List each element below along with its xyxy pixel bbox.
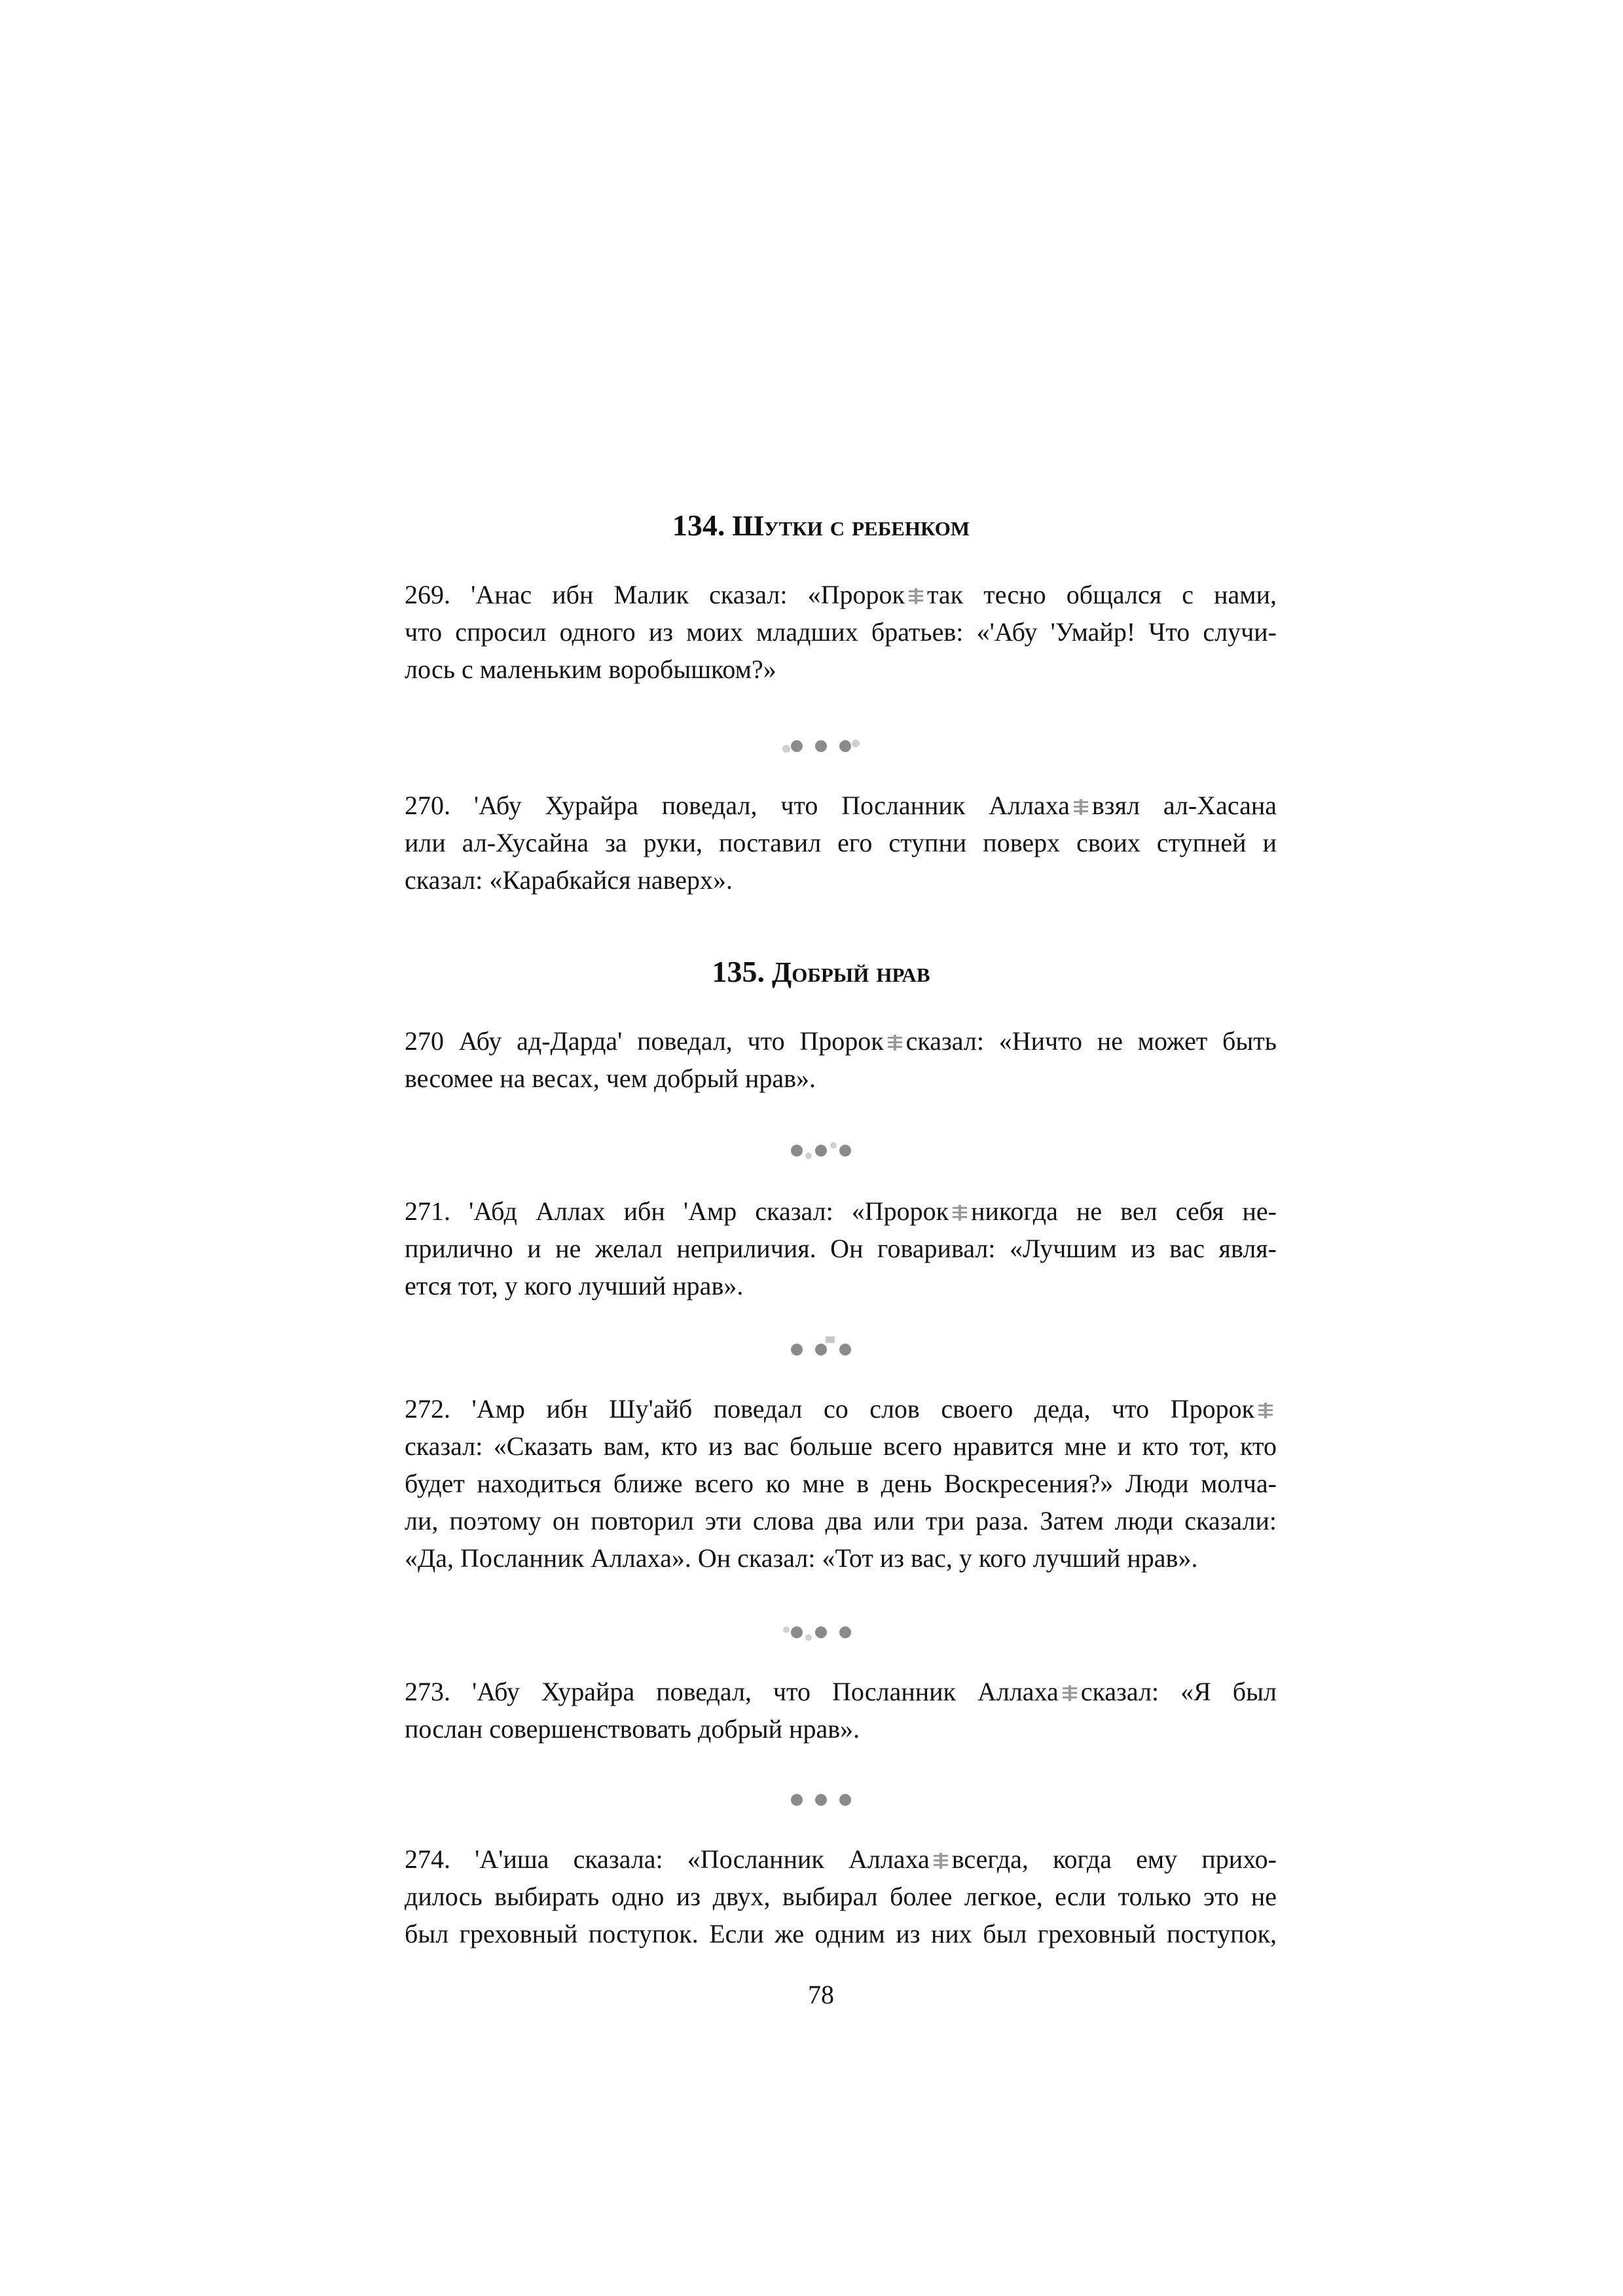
asterism-ornament-icon <box>365 1619 1277 1645</box>
section-title: Добрый нрав <box>771 956 930 988</box>
text-line: сказал: «Сказать вам, кто из вас больше всего нравится мне и кто тот, кто <box>405 1431 1277 1461</box>
text-line <box>365 1840 1277 1878</box>
section-heading-135 <box>365 954 1277 989</box>
text-line: ется тот, у кого лучший нрав». <box>405 1271 744 1300</box>
text-fragment: сказал: «Я был <box>1080 1677 1277 1706</box>
salawat-symbol-icon <box>931 1851 951 1871</box>
hadith-270-a <box>365 787 1277 899</box>
section-heading-134 <box>365 508 1277 543</box>
text-fragment: всегда, когда ему прихо- <box>951 1844 1277 1874</box>
text-fragment: никогда не вел себя не- <box>971 1196 1277 1226</box>
asterism-ornament-icon <box>365 1335 1277 1361</box>
text-line: или ал-Хусайна за руки, поставил его ступни поверх своих ступней и <box>405 828 1277 857</box>
text-line <box>365 1193 1277 1230</box>
text-line: что спросил одного из моих младших братьев: «'Абу 'Умайр! Что случи- <box>405 617 1277 647</box>
text-line: прилично и не желал неприличия. Он говаривал: «Лучшим из вас явля- <box>405 1234 1277 1263</box>
text-line: ли, поэтому он повторил эти слова два или три раза. Затем люди сказали: <box>405 1506 1277 1535</box>
section-number: 134. <box>672 509 725 542</box>
salawat-symbol-icon <box>1071 797 1091 817</box>
text-line <box>365 1673 1277 1710</box>
text-fragment: 269. 'Анас ибн Малик сказал: «Пророк <box>405 580 905 609</box>
text-line <box>365 576 1277 613</box>
text-fragment: 274. 'А'иша сказала: «Посланник Аллаха <box>405 1844 930 1874</box>
hadith-273 <box>365 1673 1277 1748</box>
text-fragment: 270. 'Абу Хурайра поведал, что Посланник Аллаха <box>405 791 1070 820</box>
hadith-274 <box>365 1840 1277 1952</box>
section-title: Шутки с ребенком <box>732 510 970 542</box>
asterism-ornament-icon <box>365 733 1277 759</box>
asterism-ornament-icon <box>365 1787 1277 1813</box>
text-line: «Да, Посланник Аллаха». Он сказал: «Тот из вас, у кого лучший нрав». <box>405 1543 1198 1573</box>
hadith-269 <box>365 576 1277 688</box>
text-fragment: взял ал-Хасана <box>1091 791 1277 820</box>
text-line: дилось выбирать одно из двух, выбирал более легкое, если только это не <box>405 1882 1277 1911</box>
text-line: будет находиться ближе всего ко мне в день Воскресения?» Люди молча- <box>405 1469 1277 1498</box>
salawat-symbol-icon <box>950 1203 970 1223</box>
text-line: послан совершенствовать добрый нрав». <box>405 1714 860 1744</box>
text-fragment: сказал: «Ничто не может быть <box>905 1026 1277 1056</box>
page-number: 78 <box>808 1980 834 2009</box>
text-fragment: 270 Абу ад-Дарда' поведал, что Пророк <box>405 1026 884 1056</box>
hadith-270-b <box>365 1022 1277 1097</box>
hadith-272 <box>365 1390 1277 1577</box>
salawat-symbol-icon <box>906 586 926 606</box>
text-fragment: 272. 'Амр ибн Шу'айб поведал со слов своего деда, что Пророк <box>405 1394 1254 1424</box>
salawat-symbol-icon <box>1060 1683 1080 1703</box>
hadith-271 <box>365 1193 1277 1304</box>
section-number: 135. <box>712 955 765 988</box>
text-fragment: так тесно общался с нами, <box>926 580 1277 609</box>
text-line: лось с маленьким воробышком?» <box>405 655 776 684</box>
text-line: сказал: «Карабкайся наверх». <box>405 865 733 895</box>
asterism-ornament-icon <box>365 1138 1277 1164</box>
text-line: весомее на весах, чем добрый нрав». <box>405 1064 816 1093</box>
text-fragment: 271. 'Абд Аллах ибн 'Амр сказал: «Пророк <box>405 1196 949 1226</box>
salawat-symbol-icon <box>885 1033 905 1052</box>
salawat-symbol-icon <box>1256 1401 1275 1420</box>
text-line <box>365 1390 1277 1427</box>
text-line: был греховный поступок. Если же одним из них был греховный поступок, <box>405 1919 1277 1948</box>
text-fragment: 273. 'Абу Хурайра поведал, что Посланник Аллаха <box>405 1677 1059 1706</box>
text-line <box>365 1022 1277 1060</box>
text-line <box>365 787 1277 824</box>
